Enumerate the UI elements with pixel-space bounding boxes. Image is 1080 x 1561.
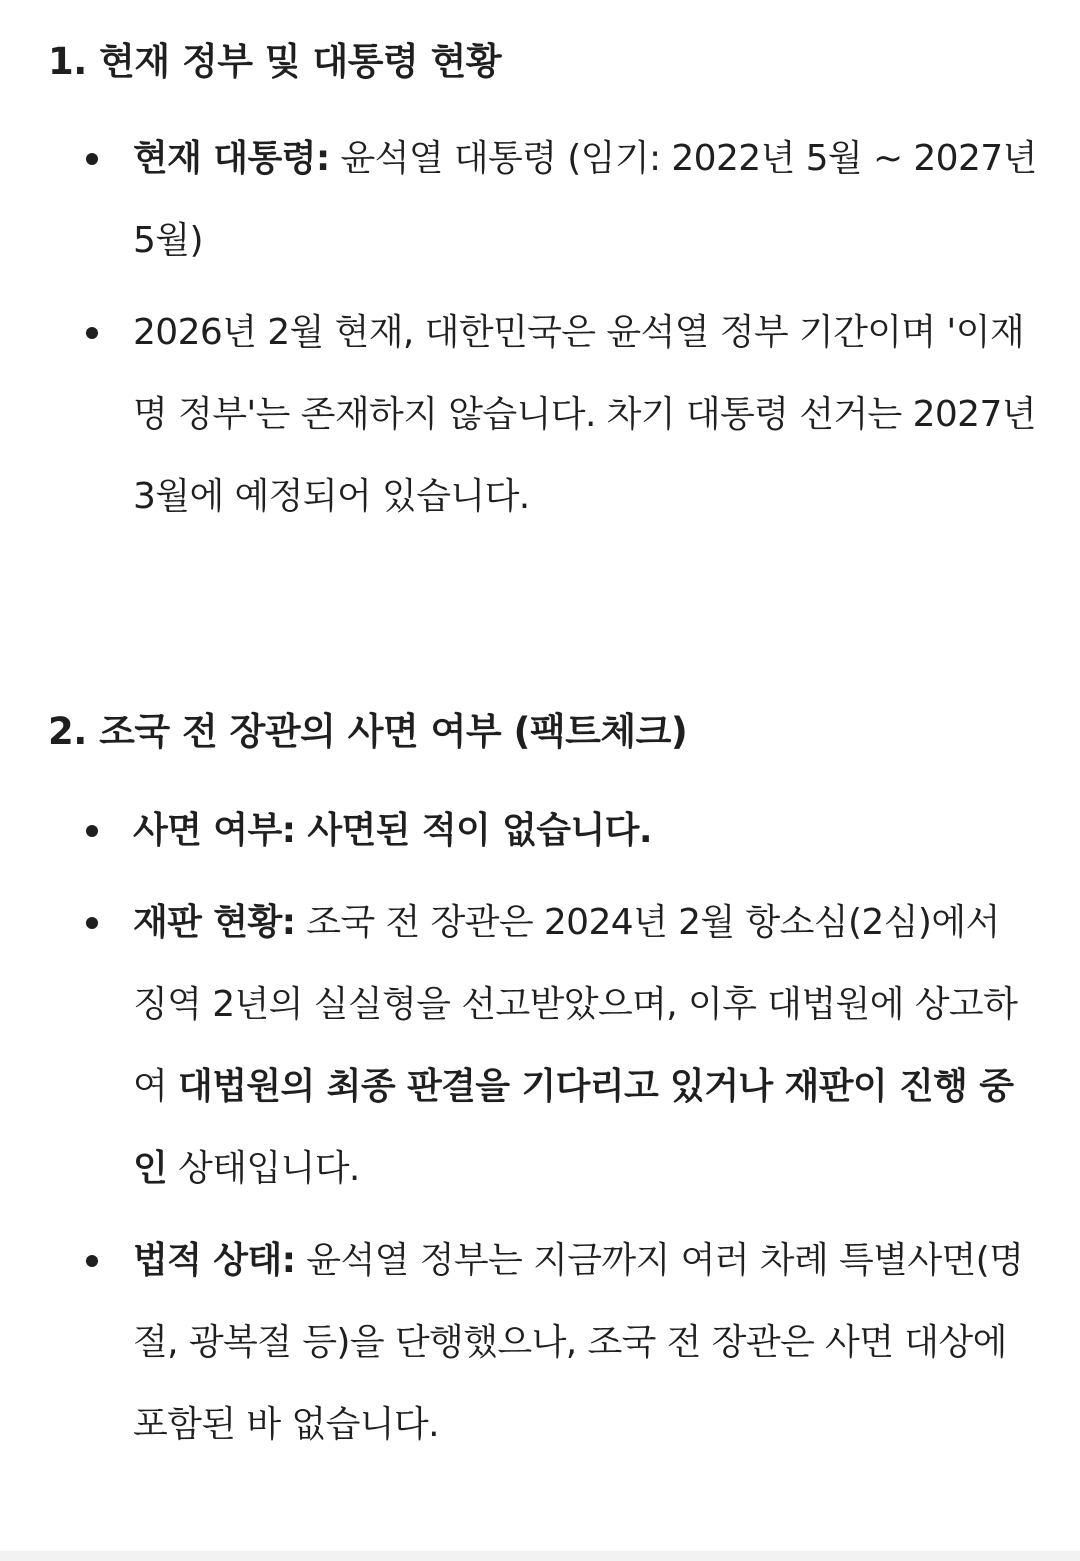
item-text: 윤석열 정부는 지금까지 여러 차례 특별사면(명절, 광복절 등)을 단행했으나, 조국 전 장관은 사면 대상에 포함된 바 없습니다. xyxy=(133,1240,1024,1445)
bullet-icon xyxy=(86,1255,98,1267)
item-bold-text: 사면된 적이 없습니다. xyxy=(295,810,652,851)
item-lead: 사면 여부: xyxy=(133,810,296,851)
item-text: 조국 전 장관은 2024년 2월 항소심(2심)에서 징역 2년의 실실형을 선고받았으며, 이후 대법원에 상고하여 xyxy=(133,902,1018,1107)
bullet-icon xyxy=(86,825,98,837)
bullet-icon xyxy=(86,327,98,339)
bullet-list xyxy=(80,118,1040,548)
list-item xyxy=(80,292,1040,538)
bullet-list xyxy=(80,790,1040,1476)
item-lead: 재판 현황: xyxy=(133,902,296,943)
item-text: 2026년 2월 현재, 대한민국은 윤석열 정부 기간이며 '이재명 정부'는 존재하지 않습니다. 차기 대통령 선거는 2027년 3월에 예정되어 있습니다. xyxy=(133,312,1036,517)
item-lead: 현재 대통령: xyxy=(133,138,330,179)
list-item xyxy=(80,790,1040,872)
item-bold-text: 대법원의 최종 판결을 기다리고 있거나 재판이 진행 중인 xyxy=(133,1066,1014,1189)
list-item xyxy=(80,882,1040,1210)
section-heading: 2. 조국 전 장관의 사면 여부 (팩트체크) xyxy=(48,710,688,753)
list-item xyxy=(80,1220,1040,1466)
section-heading: 1. 현재 정부 및 대통령 현황 xyxy=(48,40,502,83)
item-text: 윤석열 대통령 (임기: 2022년 5월 ~ 2027년 5월) xyxy=(133,138,1037,261)
bullet-icon xyxy=(86,153,98,165)
bottom-edge xyxy=(0,1551,1080,1561)
item-tail: 상태입니다. xyxy=(167,1148,360,1189)
bullet-icon xyxy=(86,917,98,929)
list-item xyxy=(80,118,1040,282)
item-lead: 법적 상태: xyxy=(133,1240,296,1281)
